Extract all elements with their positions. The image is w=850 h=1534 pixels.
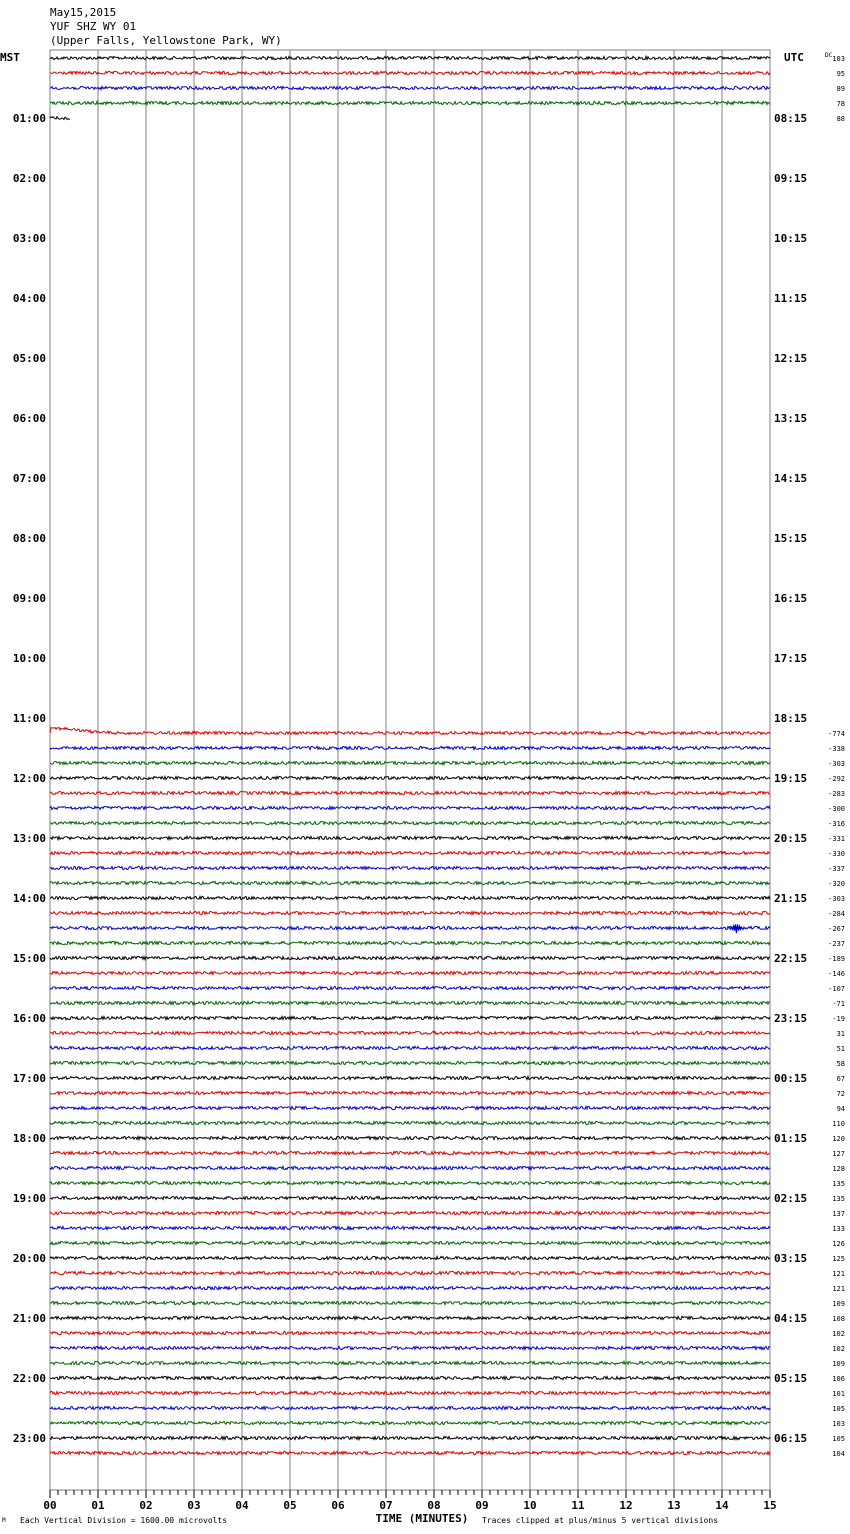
mst-hour-label: 06:00 [12, 412, 46, 425]
trace-line [50, 1256, 770, 1259]
trace-line [50, 1421, 770, 1424]
trace-line [50, 1226, 770, 1229]
utc-hour-label: 21:15 [774, 892, 808, 905]
trace-offset-label: 121 [832, 1270, 845, 1278]
trace-line [50, 896, 770, 899]
trace-line [50, 1346, 770, 1349]
mst-hour-label: 05:00 [12, 352, 46, 365]
trace-offset-label: 31 [836, 1030, 845, 1038]
x-tick-label: 03 [187, 1499, 201, 1512]
trace-offset-label: 88 [836, 115, 845, 123]
trace-offset-label: 135 [832, 1180, 845, 1188]
trace-offset-label: 125 [832, 1255, 845, 1263]
trace-offset-label: 137 [832, 1210, 845, 1218]
utc-hour-label: 15:15 [774, 532, 808, 545]
trace-offset-label: 104 [832, 1450, 845, 1458]
mst-hour-label: 20:00 [12, 1252, 46, 1265]
trace-offset-label: 103 [832, 55, 845, 63]
trace-line [50, 101, 770, 104]
trace-line [50, 727, 770, 734]
trace-offset-label: -330 [828, 850, 845, 858]
dc-offset-label: DC [825, 52, 833, 59]
trace-offset-label: -146 [828, 970, 845, 978]
trace-line [50, 1451, 770, 1454]
station-code: YUF SHZ WY 01 [50, 20, 137, 33]
mst-hour-label: 22:00 [12, 1372, 46, 1385]
trace-offset-label: 127 [832, 1150, 845, 1158]
trace-line [50, 86, 770, 89]
utc-hour-label: 11:15 [774, 292, 808, 305]
utc-hour-label: 09:15 [774, 172, 808, 185]
station-location: (Upper Falls, Yellowstone Park, WY) [50, 34, 282, 47]
trace-line [50, 1136, 770, 1139]
trace-line [50, 1076, 770, 1079]
trace-line [50, 866, 770, 869]
trace-line [50, 926, 770, 929]
trace-line [50, 746, 770, 749]
trace-line [50, 911, 770, 914]
trace-line [50, 761, 770, 764]
trace-offset-label: 51 [836, 1045, 845, 1053]
trace-offset-label: 95 [836, 70, 845, 78]
trace-offset-label: -303 [828, 760, 845, 768]
mst-hour-label: 02:00 [12, 172, 46, 185]
trace-line [50, 836, 770, 839]
utc-hour-label: 12:15 [774, 352, 808, 365]
trace-line [50, 1301, 770, 1304]
x-axis-title: TIME (MINUTES) [375, 1512, 469, 1525]
utc-hour-label: 22:15 [774, 952, 808, 965]
mst-hour-label: 18:00 [12, 1132, 46, 1145]
utc-hour-label: 08:15 [774, 112, 808, 125]
trace-line [50, 1151, 770, 1154]
seismic-event [730, 924, 742, 933]
trace-offset-label: -338 [828, 745, 845, 753]
x-tick-label: 15 [763, 1499, 777, 1512]
trace-offset-label: -267 [828, 925, 845, 933]
trace-offset-label: 109 [832, 1300, 845, 1308]
trace-offset-label: -337 [828, 865, 845, 873]
trace-offset-label: 128 [832, 1165, 845, 1173]
trace-line [50, 56, 770, 59]
utc-hour-label: 13:15 [774, 412, 808, 425]
utc-hour-label: 02:15 [774, 1192, 808, 1205]
utc-hour-label: 23:15 [774, 1012, 808, 1025]
mst-timezone-label: MST [0, 51, 20, 64]
mst-hour-label: 15:00 [12, 952, 46, 965]
trace-line [50, 1286, 770, 1289]
scale-note: Each Vertical Division = 1600.00 microvolts [20, 1516, 228, 1525]
trace-line [50, 1121, 770, 1124]
trace-line [50, 1331, 770, 1334]
trace-line [50, 1391, 770, 1394]
utc-hour-label: 10:15 [774, 232, 808, 245]
trace-line [50, 1211, 770, 1214]
x-tick-label: 08 [427, 1499, 441, 1512]
x-tick-label: 13 [667, 1499, 681, 1512]
trace-offset-label: 109 [832, 1360, 845, 1368]
trace-offset-label: 67 [836, 1075, 845, 1083]
trace-offset-label: 78 [836, 100, 845, 108]
record-date: May15,2015 [50, 6, 117, 19]
trace-offset-label: -189 [828, 955, 845, 963]
trace-line [50, 986, 770, 989]
trace-offset-label: 101 [832, 1390, 845, 1398]
trace-line [50, 851, 770, 854]
trace-offset-label: 105 [832, 1435, 845, 1443]
trace-line [50, 1241, 770, 1244]
trace-offset-label: 102 [832, 1330, 845, 1338]
mst-hour-label: 16:00 [12, 1012, 46, 1025]
mst-hour-label: 04:00 [12, 292, 46, 305]
trace-offset-label: 110 [832, 1120, 845, 1128]
utc-hour-label: 16:15 [774, 592, 808, 605]
trace-line [50, 941, 770, 944]
trace-offset-label: -320 [828, 880, 845, 888]
trace-line [50, 806, 770, 809]
trace-offset-label: 105 [832, 1405, 845, 1413]
x-tick-label: 04 [235, 1499, 249, 1512]
trace-offset-label: -107 [828, 985, 845, 993]
mst-hour-label: 01:00 [12, 112, 46, 125]
trace-offset-label: 120 [832, 1135, 845, 1143]
trace-offset-label: -284 [828, 910, 845, 918]
trace-line [50, 1001, 770, 1004]
x-tick-label: 10 [523, 1499, 537, 1512]
utc-hour-label: 00:15 [774, 1072, 808, 1085]
x-tick-label: 12 [619, 1499, 633, 1512]
trace-line [50, 1316, 770, 1319]
trace-line [50, 776, 770, 779]
trace-line [50, 1106, 770, 1109]
trace-line [50, 117, 70, 120]
utc-hour-label: 14:15 [774, 472, 808, 485]
trace-line [50, 1031, 770, 1034]
trace-line [50, 821, 770, 824]
trace-offset-label: -774 [828, 730, 845, 738]
trace-offset-label: -71 [832, 1000, 845, 1008]
utc-hour-label: 06:15 [774, 1432, 808, 1445]
x-tick-label: 05 [283, 1499, 297, 1512]
mst-hour-label: 21:00 [12, 1312, 46, 1325]
trace-offset-label: 102 [832, 1345, 845, 1353]
utc-hour-label: 04:15 [774, 1312, 808, 1325]
trace-line [50, 1091, 770, 1094]
utc-hour-label: 20:15 [774, 832, 808, 845]
trace-line [50, 1271, 770, 1274]
trace-line [50, 1016, 770, 1019]
x-tick-label: 06 [331, 1499, 345, 1512]
trace-offset-label: 58 [836, 1060, 845, 1068]
x-tick-label: 02 [139, 1499, 153, 1512]
trace-line [50, 1361, 770, 1364]
trace-line [50, 881, 770, 884]
trace-offset-label: -331 [828, 835, 845, 843]
trace-offset-label: -283 [828, 790, 845, 798]
mst-hour-label: 13:00 [12, 832, 46, 845]
x-tick-label: 11 [571, 1499, 585, 1512]
utc-hour-label: 18:15 [774, 712, 808, 725]
trace-offset-label: 89 [836, 85, 845, 93]
mst-hour-label: 07:00 [12, 472, 46, 485]
utc-timezone-label: UTC [784, 51, 804, 64]
trace-offset-label: 72 [836, 1090, 845, 1098]
trace-line [50, 71, 770, 74]
trace-line [50, 1166, 770, 1169]
corner-mark: M [2, 1517, 6, 1524]
mst-hour-label: 23:00 [12, 1432, 46, 1445]
trace-line [50, 971, 770, 974]
trace-offset-label: 121 [832, 1285, 845, 1293]
trace-line [50, 1376, 770, 1379]
mst-hour-label: 14:00 [12, 892, 46, 905]
trace-offset-label: 135 [832, 1195, 845, 1203]
x-tick-label: 14 [715, 1499, 729, 1512]
utc-hour-label: 05:15 [774, 1372, 808, 1385]
trace-line [50, 1196, 770, 1199]
trace-offset-label: 103 [832, 1420, 845, 1428]
trace-line [50, 956, 770, 959]
trace-offset-label: -19 [832, 1015, 845, 1023]
trace-offset-label: -237 [828, 940, 845, 948]
x-tick-label: 01 [91, 1499, 105, 1512]
x-tick-label: 07 [379, 1499, 393, 1512]
mst-hour-label: 19:00 [12, 1192, 46, 1205]
mst-hour-label: 11:00 [12, 712, 46, 725]
trace-line [50, 1061, 770, 1064]
mst-hour-label: 10:00 [12, 652, 46, 665]
trace-offset-label: -300 [828, 805, 845, 813]
trace-offset-label: 94 [836, 1105, 845, 1113]
trace-line [50, 1046, 770, 1049]
trace-offset-label: -303 [828, 895, 845, 903]
trace-line [50, 1436, 770, 1439]
utc-hour-label: 03:15 [774, 1252, 808, 1265]
trace-offset-label: 133 [832, 1225, 845, 1233]
trace-line [50, 791, 770, 794]
trace-offset-label: 106 [832, 1375, 845, 1383]
trace-offset-label: -292 [828, 775, 845, 783]
mst-hour-label: 09:00 [12, 592, 46, 605]
mst-hour-label: 08:00 [12, 532, 46, 545]
utc-hour-label: 01:15 [774, 1132, 808, 1145]
utc-hour-label: 19:15 [774, 772, 808, 785]
mst-hour-label: 12:00 [12, 772, 46, 785]
trace-line [50, 1406, 770, 1409]
trace-offset-label: 126 [832, 1240, 845, 1248]
mst-hour-label: 17:00 [12, 1072, 46, 1085]
utc-hour-label: 17:15 [774, 652, 808, 665]
trace-offset-label: 108 [832, 1315, 845, 1323]
trace-offset-label: -316 [828, 820, 845, 828]
trace-line [50, 1181, 770, 1184]
x-tick-label: 00 [43, 1499, 57, 1512]
mst-hour-label: 03:00 [12, 232, 46, 245]
clip-note: Traces clipped at plus/minus 5 vertical divisions [482, 1516, 719, 1525]
x-tick-label: 09 [475, 1499, 489, 1512]
